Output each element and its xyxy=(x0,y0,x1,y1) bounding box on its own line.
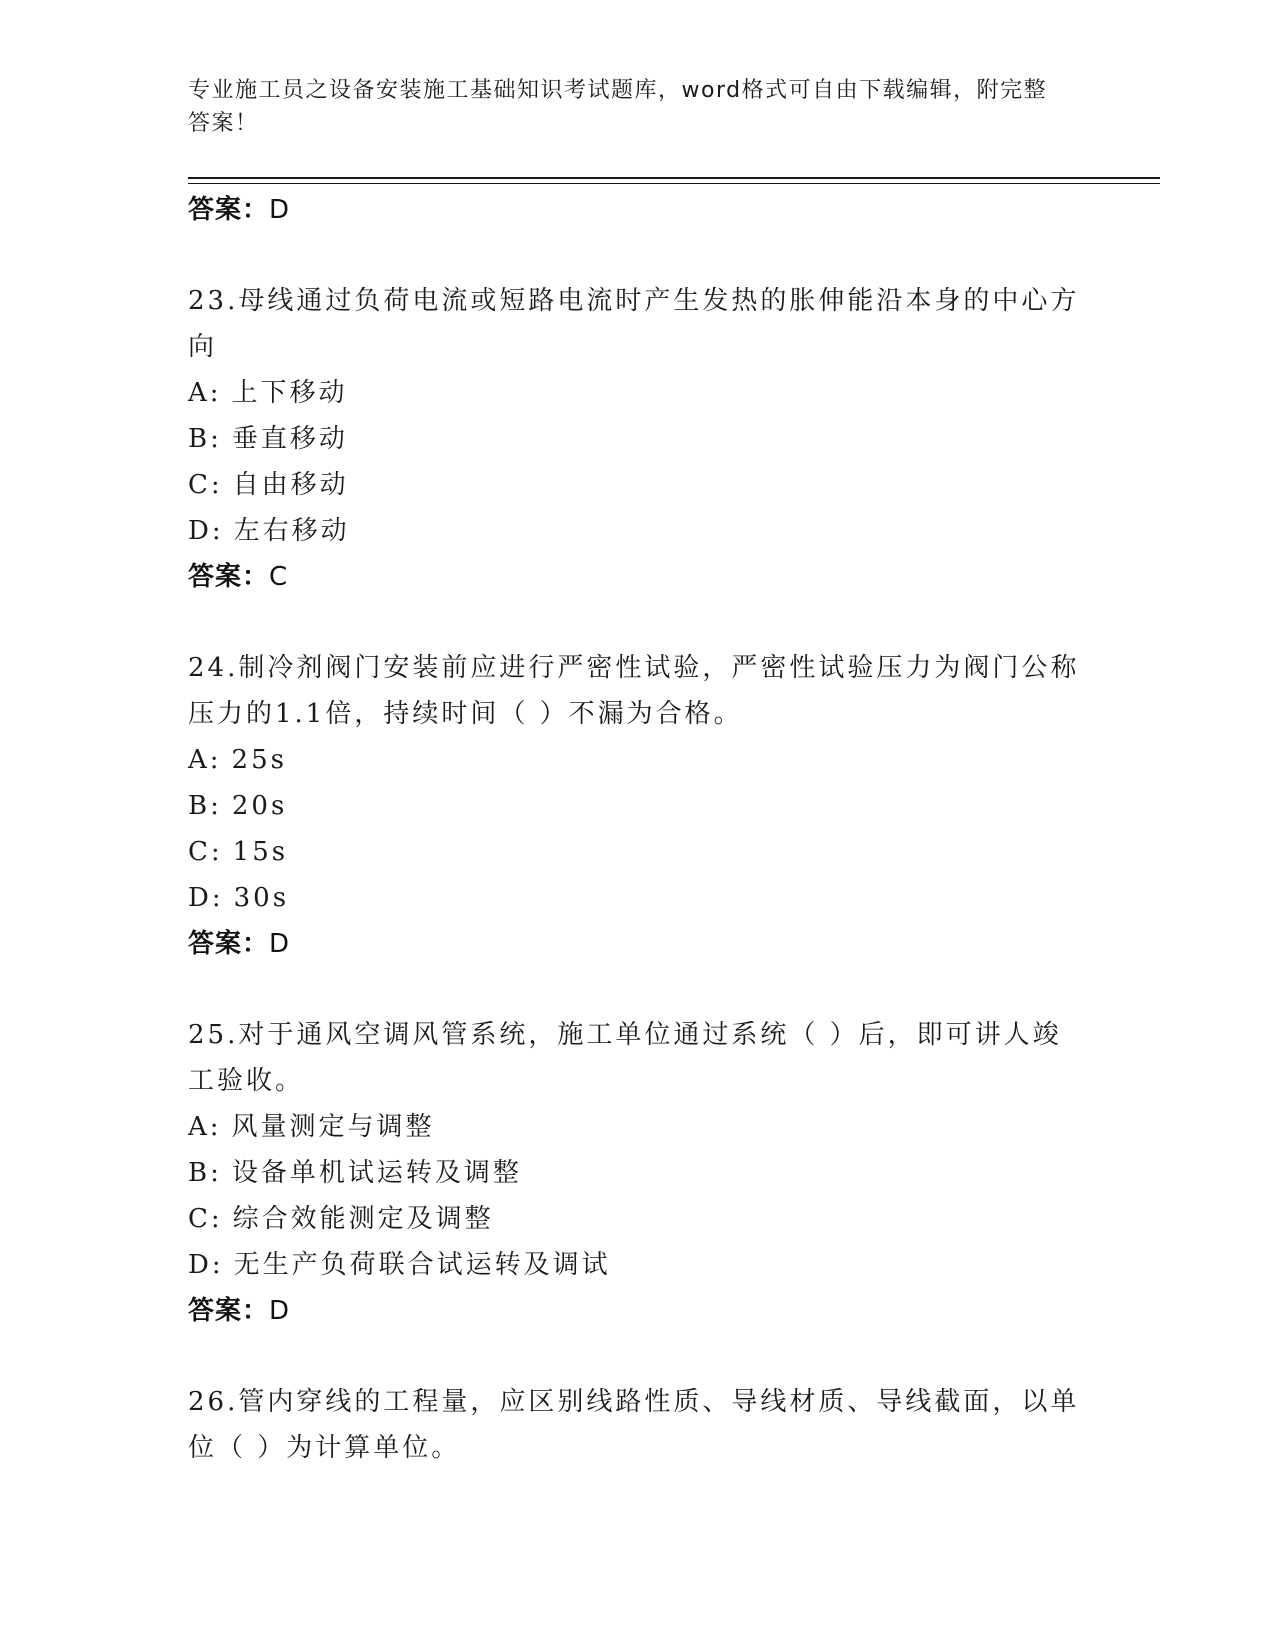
header-divider-thin xyxy=(188,183,1160,184)
question-text: 26.管内穿线的工程量，应区别线路性质、导线材质、导线截面，以单位（ ）为计算单位。 xyxy=(188,1387,1080,1463)
answer-label: 答案： xyxy=(188,195,270,225)
answer-label: 答案： xyxy=(188,1296,270,1326)
answer-label: 答案： xyxy=(188,929,270,959)
option-d xyxy=(188,1242,1088,1288)
answer-value: D xyxy=(269,929,291,959)
question-text: 25.对于通风空调风管系统，施工单位通过系统（ ）后，即可讲人竣工验收。 xyxy=(188,1020,1062,1096)
option-key: D: xyxy=(188,516,224,546)
option-text: 风量测定与调整 xyxy=(231,1112,435,1142)
option-text: 自由移动 xyxy=(232,470,349,500)
option-key: A: xyxy=(188,1112,222,1142)
spacer xyxy=(188,600,1088,645)
option-text: 20s xyxy=(231,791,288,821)
answer-line xyxy=(188,921,1088,967)
answer-line xyxy=(188,1288,1088,1334)
question-list xyxy=(188,187,1088,1471)
option-c xyxy=(188,462,1088,508)
option-key: D: xyxy=(188,1250,224,1280)
answer-value: D xyxy=(269,1296,291,1326)
option-key: B: xyxy=(188,791,222,821)
answer-label: 答案： xyxy=(188,562,270,592)
document-header: 专业施工员之设备安装施工基础知识考试题库，word格式可自由下载编辑，附完整答案！ xyxy=(188,78,1048,136)
option-key: B: xyxy=(188,1158,222,1188)
option-text: 左右移动 xyxy=(233,516,350,546)
option-a xyxy=(188,370,1088,416)
option-key: B: xyxy=(188,424,222,454)
option-text: 综合效能测定及调整 xyxy=(232,1204,494,1234)
option-d xyxy=(188,508,1088,554)
option-key: C: xyxy=(188,1204,223,1234)
option-text: 30s xyxy=(233,883,290,913)
option-key: C: xyxy=(188,837,223,867)
question-block xyxy=(188,1379,1088,1471)
option-a xyxy=(188,1104,1088,1150)
option-text: 设备单机试运转及调整 xyxy=(231,1158,522,1188)
question-text: 23.母线通过负荷电流或短路电流时产生发热的胀伸能沿本身的中心方向 xyxy=(188,286,1080,362)
option-text: 垂直移动 xyxy=(231,424,348,454)
question-block xyxy=(188,278,1088,600)
option-c xyxy=(188,1196,1088,1242)
answer-line xyxy=(188,554,1088,600)
answer-value: D xyxy=(269,195,291,225)
spacer xyxy=(188,233,1088,278)
option-key: A: xyxy=(188,378,222,408)
option-d xyxy=(188,875,1088,921)
option-a xyxy=(188,737,1088,783)
option-b xyxy=(188,416,1088,462)
option-text: 15s xyxy=(232,837,289,867)
option-key: D: xyxy=(188,883,224,913)
question-text: 24.制冷剂阀门安装前应进行严密性试验，严密性试验压力为阀门公称压力的1.1倍，持续时间（ ）不漏为合格。 xyxy=(188,653,1080,729)
option-b xyxy=(188,783,1088,829)
answer-line xyxy=(188,187,1088,233)
question-block xyxy=(188,1012,1088,1334)
option-text: 上下移动 xyxy=(231,378,348,408)
option-key: C: xyxy=(188,470,223,500)
header-divider xyxy=(188,177,1160,179)
option-c xyxy=(188,829,1088,875)
spacer xyxy=(188,967,1088,1012)
option-text: 无生产负荷联合试运转及调试 xyxy=(233,1250,611,1280)
answer-value: C xyxy=(269,562,289,592)
question-block xyxy=(188,645,1088,967)
spacer xyxy=(188,1334,1088,1379)
option-text: 25s xyxy=(231,745,287,775)
option-b xyxy=(188,1150,1088,1196)
option-key: A: xyxy=(188,745,222,775)
